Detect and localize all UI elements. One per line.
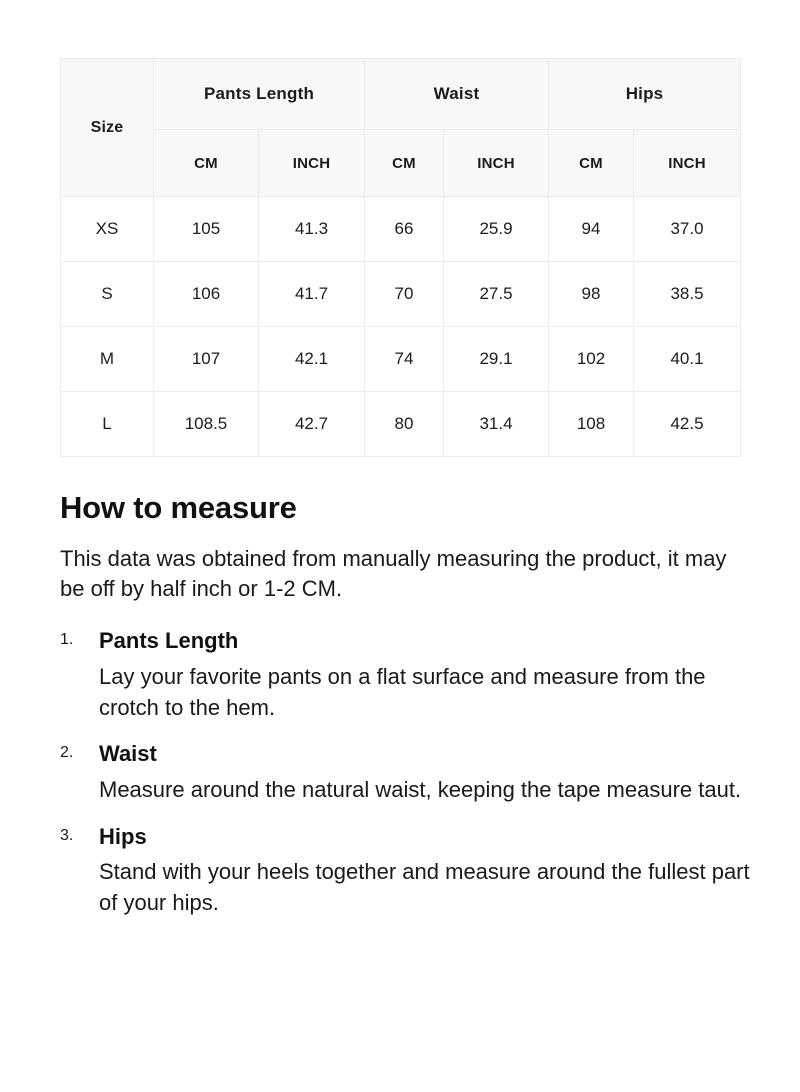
cell-pants-length-cm: 106 (154, 262, 259, 327)
cell-waist-inch: 27.5 (444, 262, 549, 327)
list-item (60, 740, 750, 805)
cell-waist-cm: 70 (365, 262, 444, 327)
cell-pants-length-cm: 107 (154, 327, 259, 392)
how-to-measure-section (60, 490, 750, 919)
cell-pants-length-cm: 105 (154, 197, 259, 262)
table-row (61, 392, 741, 457)
cell-hips-inch: 42.5 (634, 392, 741, 457)
cell-hips-cm: 98 (549, 262, 634, 327)
step-body: Lay your favorite pants on a flat surface and measure from the crotch to the hem. (99, 663, 706, 720)
cell-pants-length-inch: 41.3 (259, 197, 365, 262)
cell-hips-inch: 37.0 (634, 197, 741, 262)
section-title: How to measure (60, 490, 297, 525)
cell-waist-cm: 66 (365, 197, 444, 262)
column-header-hips-inch: INCH (634, 130, 741, 197)
column-group-header-waist: Waist (365, 59, 549, 130)
column-header-pants-length-inch: INCH (259, 130, 365, 197)
cell-waist-inch: 25.9 (444, 197, 549, 262)
size-chart-table (60, 58, 741, 457)
cell-pants-length-inch: 42.1 (259, 327, 365, 392)
table-header-group-row (61, 59, 741, 130)
step-body: Stand with your heels together and measure around the fullest part of your hips. (99, 859, 750, 915)
cell-size: L (61, 392, 154, 457)
column-header-waist-cm: CM (365, 130, 444, 197)
column-group-header-hips: Hips (549, 59, 741, 130)
cell-waist-inch: 29.1 (444, 327, 549, 392)
table-row (61, 197, 741, 262)
step-title: Hips (99, 823, 147, 849)
cell-waist-cm: 74 (365, 327, 444, 392)
cell-pants-length-inch: 41.7 (259, 262, 365, 327)
section-intro-text: This data was obtained from manually measuring the product, it may be off by half inch or 1-2 CM. (60, 545, 727, 602)
table-row (61, 327, 741, 392)
cell-hips-inch: 38.5 (634, 262, 741, 327)
size-chart-table-container (60, 58, 740, 457)
step-body: Measure around the natural waist, keeping the tape measure taut. (99, 776, 742, 802)
cell-hips-cm: 102 (549, 327, 634, 392)
cell-size: M (61, 327, 154, 392)
column-header-pants-length-cm: CM (154, 130, 259, 197)
cell-hips-cm: 108 (549, 392, 634, 457)
measurement-steps-list (60, 627, 750, 918)
step-title: Pants Length (99, 628, 239, 654)
cell-waist-cm: 80 (365, 392, 444, 457)
list-item (60, 627, 750, 723)
cell-pants-length-cm: 108.5 (154, 392, 259, 457)
table-row (61, 262, 741, 327)
column-header-waist-inch: INCH (444, 130, 549, 197)
cell-waist-inch: 31.4 (444, 392, 549, 457)
list-item (60, 823, 750, 919)
table-header (61, 59, 741, 197)
cell-hips-inch: 40.1 (634, 327, 741, 392)
cell-pants-length-inch: 42.7 (259, 392, 365, 457)
step-title: Waist (99, 741, 157, 767)
cell-size: XS (61, 197, 154, 262)
cell-hips-cm: 94 (549, 197, 634, 262)
column-group-header-pants-length: Pants Length (154, 59, 365, 130)
cell-size: S (61, 262, 154, 327)
table-body (61, 197, 741, 457)
table-header-unit-row (61, 130, 741, 197)
column-header-hips-cm: CM (549, 130, 634, 197)
column-header-size: Size (61, 59, 154, 197)
